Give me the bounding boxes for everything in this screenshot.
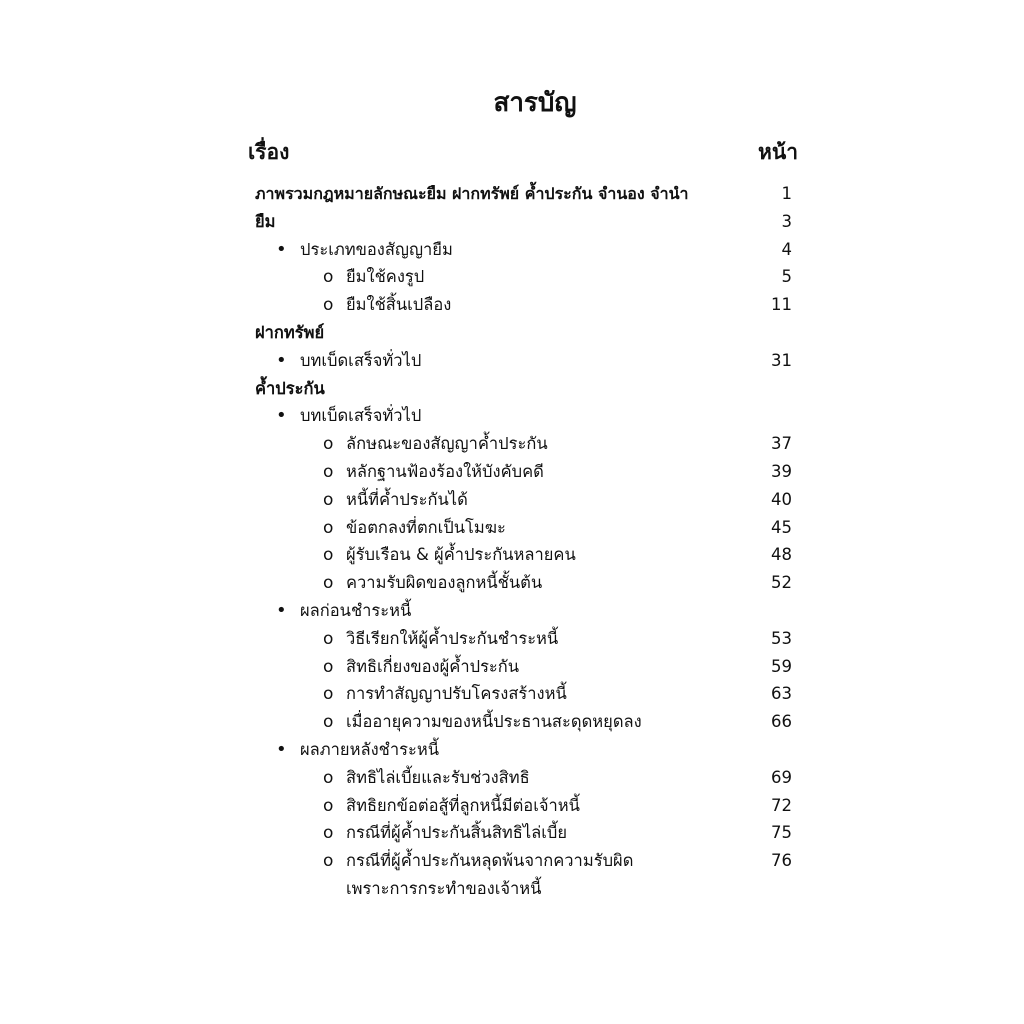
toc-entry	[0, 291, 1024, 319]
toc-entry	[0, 541, 1024, 569]
toc-entry-title: ยืมใช้คงรูป	[346, 267, 425, 287]
toc-entry-page: 59	[771, 656, 792, 676]
toc-entry-title: บทเบ็ดเสร็จทั่วไป	[300, 406, 422, 426]
bullet-icon: •	[276, 739, 287, 760]
toc-entry-page: 72	[771, 795, 792, 815]
toc-entry-title: กรณีที่ผู้ค้ำประกันสิ้นสิทธิไล่เบี้ย	[346, 823, 568, 843]
toc-entry-page: 1	[781, 184, 792, 203]
circle-bullet-icon: o	[323, 767, 334, 788]
circle-bullet-icon: o	[323, 656, 334, 677]
circle-bullet-icon: o	[323, 267, 334, 288]
circle-bullet-icon: o	[323, 795, 334, 816]
toc-entry-page: 45	[771, 517, 792, 537]
toc-entry	[0, 819, 1024, 847]
toc-entry-title: บทเบ็ดเสร็จทั่วไป	[300, 350, 422, 370]
toc-entry-page: 48	[771, 545, 792, 565]
toc-entry-page: 53	[771, 628, 792, 648]
toc-entry	[0, 708, 1024, 736]
toc-entry	[0, 486, 1024, 514]
toc-entry-title: ประเภทของสัญญายืม	[300, 239, 453, 259]
circle-bullet-icon: o	[323, 628, 334, 649]
toc-entry	[0, 180, 1024, 208]
toc-entry-title: สิทธิไล่เบี้ยและรับช่วงสิทธิ	[346, 767, 530, 787]
toc-entry-title: สิทธิเกี่ยงของผู้ค้ำประกัน	[346, 656, 520, 676]
toc-entry-title: เมื่ออายุความของหนี้ประธานสะดุดหยุดลง	[346, 712, 642, 732]
toc-entry-title: ผลก่อนชำระหนี้	[300, 601, 412, 620]
toc-entry-title: เพราะการกระทำของเจ้าหนี้	[346, 879, 542, 898]
circle-bullet-icon: o	[323, 489, 334, 510]
toc-entry-page: 39	[771, 462, 792, 481]
toc-entry-title: ภาพรวมกฎหมายลักษณะยืม ฝากทรัพย์ ค้ำประกัน จำนอง จำนำ	[255, 184, 689, 203]
toc-entry-title: สิทธิยกข้อต่อสู้ที่ลูกหนี้มีต่อเจ้าหนี้	[346, 795, 580, 815]
toc-entry-page: 40	[771, 489, 792, 509]
toc-entry	[0, 736, 1024, 764]
toc-entry	[0, 402, 1024, 430]
toc-entry-page: 63	[771, 684, 792, 704]
toc-entry	[0, 875, 1024, 903]
circle-bullet-icon: o	[323, 545, 334, 566]
toc-entry	[0, 569, 1024, 597]
toc-entry	[0, 347, 1024, 375]
toc-entry-page: 3	[781, 211, 792, 231]
column-header-topic: เรื่อง	[248, 140, 290, 164]
toc-entry-page: 66	[771, 712, 792, 732]
toc-entry-page: 52	[771, 573, 792, 593]
toc-entry	[0, 680, 1024, 708]
circle-bullet-icon: o	[323, 684, 334, 705]
toc-entry-title: หลักฐานฟ้องร้องให้บังคับคดี	[346, 462, 544, 481]
circle-bullet-icon: o	[323, 434, 334, 455]
column-header-page: หน้า	[758, 140, 798, 164]
circle-bullet-icon: o	[323, 573, 334, 594]
toc-entry	[0, 625, 1024, 653]
toc-entry	[0, 236, 1024, 264]
toc-entry-page: 76	[771, 851, 792, 871]
toc-entry	[0, 514, 1024, 542]
bullet-icon: •	[276, 238, 287, 260]
toc-entry-page: 37	[771, 434, 792, 454]
toc-entry	[0, 263, 1024, 291]
toc-entry-page: 11	[771, 295, 792, 315]
page-title: สารบัญ	[493, 88, 577, 118]
toc-entry	[0, 458, 1024, 486]
toc-entry	[0, 208, 1024, 236]
bullet-icon: •	[276, 600, 287, 621]
toc-entry-page: 4	[781, 239, 792, 259]
toc-entry-page: 31	[771, 350, 792, 370]
bullet-icon: •	[276, 405, 287, 427]
toc-entry-title: ค้ำประกัน	[255, 378, 325, 398]
toc-entry	[0, 847, 1024, 875]
toc-entry-title: ผลภายหลังชำระหนี้	[300, 740, 439, 759]
toc-entry-title: กรณีที่ผู้ค้ำประกันหลุดพ้นจากความรับผิด	[346, 851, 634, 871]
toc-entry	[0, 430, 1024, 458]
toc-entry-title: ฝากทรัพย์	[255, 323, 325, 342]
circle-bullet-icon: o	[323, 462, 334, 482]
toc-entry	[0, 792, 1024, 820]
circle-bullet-icon: o	[323, 712, 334, 733]
toc-entry-title: ยืมใช้สิ้นเปลือง	[346, 295, 452, 315]
toc-entry-title: ลักษณะของสัญญาค้ำประกัน	[346, 434, 548, 454]
toc-entry-title: ผู้รับเรือน & ผู้ค้ำประกันหลายคน	[346, 545, 576, 565]
toc-entry-page: 5	[781, 267, 792, 287]
toc-entry	[0, 764, 1024, 792]
toc-entry-title: การทำสัญญาปรับโครงสร้างหนี้	[346, 684, 567, 704]
circle-bullet-icon: o	[323, 295, 334, 316]
circle-bullet-icon: o	[323, 851, 334, 872]
toc-entry-title: ความรับผิดของลูกหนี้ชั้นต้น	[346, 573, 543, 593]
toc-entry	[0, 597, 1024, 625]
toc-entry-page: 75	[771, 823, 792, 843]
toc-entry	[0, 319, 1024, 347]
toc-entry-page: 69	[771, 767, 792, 787]
circle-bullet-icon: o	[323, 823, 334, 844]
toc-entry-title: ข้อตกลงที่ตกเป็นโมฆะ	[346, 517, 506, 537]
bullet-icon: •	[276, 349, 287, 371]
toc-entry-title: ยืม	[255, 211, 276, 231]
toc-entry-title: หนี้ที่ค้ำประกันได้	[346, 489, 468, 509]
circle-bullet-icon: o	[323, 517, 334, 538]
toc-entry	[0, 653, 1024, 681]
toc-entry	[0, 375, 1024, 403]
toc-entry-title: วิธีเรียกให้ผู้ค้ำประกันชำระหนี้	[346, 628, 559, 648]
